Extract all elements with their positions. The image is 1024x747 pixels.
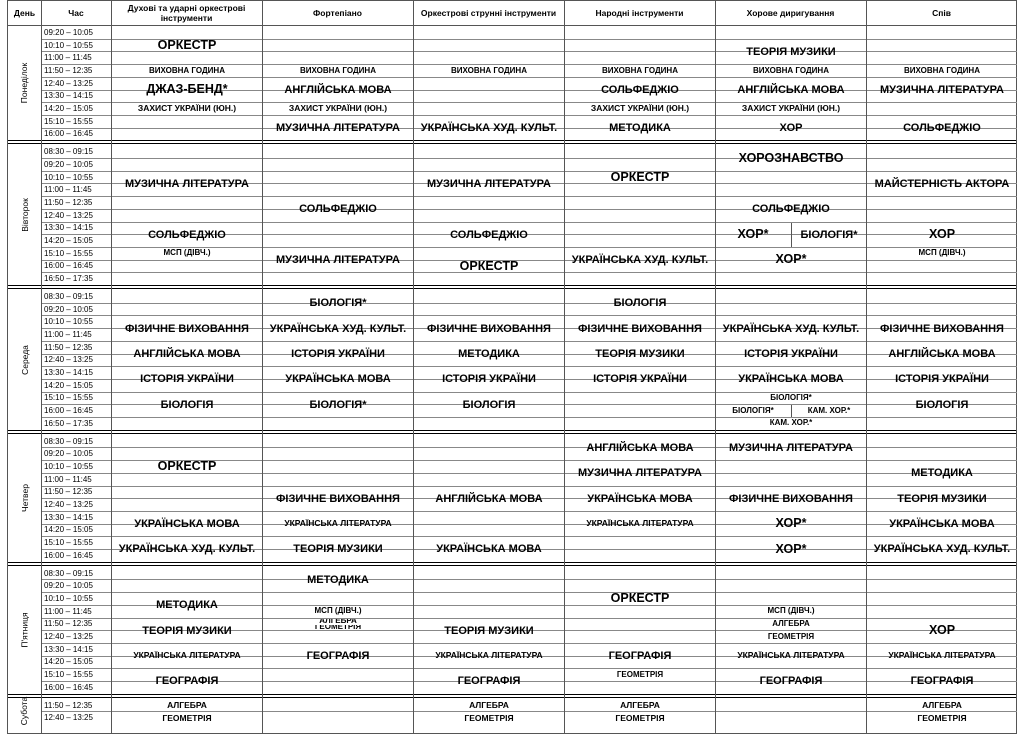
lesson-cell: ТЕОРІЯ МУЗИКИ [595, 347, 685, 360]
day-separator [8, 694, 1016, 698]
lesson-cell: УКРАЇНСЬКА ХУД. КУЛЬТ. [571, 254, 709, 267]
lesson-cell: МУЗИЧНА ЛІТЕРАТУРА [427, 177, 551, 190]
lesson-cell: ХОР [928, 226, 956, 241]
lesson-cell: ФІЗИЧНЕ ВИХОВАННЯ [880, 322, 1004, 335]
lesson-cell: УКРАЇНСЬКА МОВА [889, 518, 995, 531]
time-slot: 14:20 – 15:05 [44, 236, 93, 246]
lesson-cell: АНГЛІЙСЬКА МОВА [737, 83, 845, 96]
lesson-cell: БІОЛОГІЯ* [770, 393, 812, 403]
time-slot: 16:50 – 17:35 [44, 418, 93, 428]
time-slot: 14:20 – 15:05 [44, 380, 93, 390]
lesson-cell: БІОЛОГІЯ* [309, 398, 367, 411]
header-col-4: Хорове диригування [746, 7, 835, 18]
header-day: День [13, 7, 36, 18]
time-slot: 11:50 – 12:35 [44, 197, 93, 207]
lesson-cell: МЕТОДИКА [609, 122, 671, 135]
lesson-cell: УКРАЇНСЬКА МОВА [587, 492, 693, 505]
lesson-cell: МУЗИЧНА ЛІТЕРАТУРА [276, 122, 400, 135]
time-slot: 09:20 – 10:05 [44, 304, 93, 314]
time-slot: 10:10 – 10:55 [44, 317, 93, 327]
time-slot: 11:50 – 12:35 [44, 65, 93, 75]
lesson-cell: ХОР* [775, 516, 807, 531]
lesson-cell: КАМ. ХОР.* [791, 405, 866, 417]
time-slot: 12:40 – 13:25 [44, 500, 93, 510]
lesson-cell: ОРКЕСТР [157, 459, 217, 474]
time-slot: 11:50 – 12:35 [44, 342, 93, 352]
lesson-cell: УКРАЇНСЬКА МОВА [738, 373, 844, 386]
lesson-cell: АНГЛІЙСЬКА МОВА [133, 347, 241, 360]
lesson-cell: МЕТОДИКА [307, 573, 369, 586]
column-line [262, 1, 263, 733]
time-slot: 12:40 – 13:25 [44, 713, 93, 723]
lesson-cell: АНГЛІЙСЬКА МОВА [888, 347, 996, 360]
row-line [41, 209, 1017, 210]
lesson-cell: ФІЗИЧНЕ ВИХОВАННЯ [276, 492, 400, 505]
lesson-cell: УКРАЇНСЬКА МОВА [134, 518, 240, 531]
lesson-cell: ГЕОГРАФІЯ [457, 675, 521, 688]
time-slot: 11:00 – 11:45 [44, 474, 92, 484]
day-separator [8, 430, 1016, 434]
lesson-cell: ГЕОМЕТРІЯ [162, 712, 212, 723]
lesson-cell: ОРКЕСТР [459, 258, 519, 273]
time-slot: 10:10 – 10:55 [44, 593, 93, 603]
lesson-cell: ІСТОРІЯ УКРАЇНИ [140, 373, 234, 386]
lesson-cell: БІОЛОГІЯ [160, 398, 214, 411]
lesson-cell: АЛГЕБРА [469, 699, 509, 710]
lesson-cell: СОЛЬФЕДЖІО [450, 228, 528, 241]
row-line [41, 303, 1017, 304]
time-slot: 09:20 – 10:05 [44, 581, 93, 591]
lesson-cell: МУЗИЧНА ЛІТЕРАТУРА [276, 254, 400, 267]
lesson-cell: СОЛЬФЕДЖІО [903, 122, 981, 135]
time-slot: 15:10 – 15:55 [44, 116, 93, 126]
lesson-cell: СОЛЬФЕДЖІО [299, 203, 377, 216]
header-col-5: Спів [932, 7, 951, 18]
time-slot: 15:10 – 15:55 [44, 393, 93, 403]
lesson-cell: ХОР [779, 122, 803, 135]
time-slot: 16:00 – 16:45 [44, 129, 93, 139]
lesson-cell: ОРКЕСТР [610, 591, 670, 606]
day-name: Субота [19, 697, 30, 726]
lesson-cell: ХОР* [775, 252, 807, 267]
lesson-cell: УКРАЇНСЬКА ЛІТЕРАТУРА [888, 650, 996, 661]
lesson-cell: УКРАЇНСЬКА ХУД. КУЛЬТ. [118, 543, 256, 556]
lesson-cell: ТЕОРІЯ МУЗИКИ [444, 624, 534, 637]
time-slot: 16:00 – 16:45 [44, 682, 93, 692]
lesson-cell: ВИХОВНА ГОДИНА [300, 65, 376, 75]
lesson-cell: ФІЗИЧНЕ ВИХОВАННЯ [427, 322, 551, 335]
time-slot: 14:20 – 15:05 [44, 657, 93, 667]
time-slot: 16:00 – 16:45 [44, 550, 93, 560]
lesson-cell: ГЕОМЕТРІЯ [314, 624, 362, 631]
day-separator [8, 285, 1016, 289]
time-slot: 13:30 – 14:15 [44, 368, 93, 378]
time-slot: 11:50 – 12:35 [44, 619, 93, 629]
lesson-cell: КАМ. ХОР.* [769, 418, 813, 428]
time-slot: 13:30 – 14:15 [44, 644, 93, 654]
time-slot: 09:20 – 10:05 [44, 27, 93, 37]
lesson-cell: МСП (ДІВЧ.) [767, 606, 815, 616]
lesson-cell: ІСТОРІЯ УКРАЇНИ [895, 373, 989, 386]
lesson-cell: ОРКЕСТР [610, 169, 670, 184]
lesson-cell: ГЕОГРАФІЯ [306, 650, 370, 663]
lesson-cell: ГЕОМЕТРІЯ [464, 712, 514, 723]
day-label [8, 699, 41, 724]
lesson-cell: СОЛЬФЕДЖІО [752, 203, 830, 216]
day-name: Середа [19, 344, 30, 375]
lesson-cell: УКРАЇНСЬКА ЛІТЕРАТУРА [284, 518, 392, 529]
time-slot: 12:40 – 13:25 [44, 210, 93, 220]
day-label [8, 145, 41, 285]
lesson-cell: ТЕОРІЯ МУЗИКИ [142, 624, 232, 637]
day-label [8, 435, 41, 562]
lesson-cell: СОЛЬФЕДЖІО [601, 83, 679, 96]
column-line [413, 1, 414, 733]
lesson-cell: ГЕОГРАФІЯ [155, 675, 219, 688]
lesson-cell: БІОЛОГІЯ* [791, 223, 866, 247]
time-slot: 10:10 – 10:55 [44, 40, 93, 50]
day-name: П'ятниця [19, 612, 30, 648]
lesson-cell: ХОР* [737, 226, 769, 241]
lesson-cell: ВИХОВНА ГОДИНА [904, 65, 980, 75]
lesson-cell: МСП (ДІВЧ.) [163, 248, 211, 258]
lesson-cell: МУЗИЧНА ЛІТЕРАТУРА [578, 467, 702, 480]
time-slot: 08:30 – 09:15 [44, 436, 93, 446]
lesson-cell: МУЗИЧНА ЛІТЕРАТУРА [125, 177, 249, 190]
time-slot: 16:00 – 16:45 [44, 261, 93, 271]
lesson-cell: БІОЛОГІЯ [915, 398, 969, 411]
time-slot: 09:20 – 10:05 [44, 449, 93, 459]
row-line [41, 417, 1017, 418]
lesson-cell: ГЕОМЕТРІЯ [767, 631, 815, 641]
row-line [41, 196, 1017, 197]
time-slot: 11:00 – 11:45 [44, 329, 92, 339]
lesson-cell: ФІЗИЧНЕ ВИХОВАННЯ [125, 322, 249, 335]
lesson-cell: УКРАЇНСЬКА ХУД. КУЛЬТ. [722, 322, 860, 335]
time-slot: 12:40 – 13:25 [44, 78, 93, 88]
lesson-cell: УКРАЇНСЬКА ЛІТЕРАТУРА [435, 650, 543, 661]
lesson-cell: ІСТОРІЯ УКРАЇНИ [593, 373, 687, 386]
day-separator [8, 140, 1016, 144]
row-line [41, 158, 1017, 159]
lesson-cell: МУЗИЧНА ЛІТЕРАТУРА [729, 441, 853, 454]
lesson-cell: МСП (ДІВЧ.) [918, 248, 966, 258]
time-slot: 12:40 – 13:25 [44, 632, 93, 642]
lesson-cell: БІОЛОГІЯ [462, 398, 516, 411]
lesson-cell: ГЕОМЕТРІЯ [917, 712, 967, 723]
time-slot: 15:10 – 15:55 [44, 248, 93, 258]
lesson-cell: МУЗИЧНА ЛІТЕРАТУРА [880, 83, 1004, 96]
lesson-cell: ЗАХИСТ УКРАЇНИ (ЮН.) [137, 103, 237, 114]
lesson-cell: ОРКЕСТР [157, 37, 217, 52]
time-slot: 11:50 – 12:35 [44, 700, 93, 710]
lesson-cell: ГЕОГРАФІЯ [608, 650, 672, 663]
time-slot: 09:20 – 10:05 [44, 159, 93, 169]
lesson-cell: ЗАХИСТ УКРАЇНИ (ЮН.) [590, 103, 690, 114]
time-slot: 10:10 – 10:55 [44, 172, 93, 182]
lesson-cell: УКРАЇНСЬКА ЛІТЕРАТУРА [737, 650, 845, 661]
lesson-cell: УКРАЇНСЬКА МОВА [285, 373, 391, 386]
time-slot: 08:30 – 09:15 [44, 291, 93, 301]
lesson-cell: УКРАЇНСЬКА ЛІТЕРАТУРА [586, 518, 694, 529]
row-line [41, 579, 1017, 580]
lesson-cell: ВИХОВНА ГОДИНА [451, 65, 527, 75]
schedule-table [7, 0, 1017, 734]
time-slot: 14:20 – 15:05 [44, 104, 93, 114]
time-slot: 11:00 – 11:45 [44, 53, 92, 63]
header-col-0: Духові та ударні оркестрові інструменти [127, 3, 246, 23]
day-label [8, 567, 41, 694]
header-col-1: Фортепіано [313, 7, 362, 18]
day-name: Понеділок [19, 62, 30, 104]
lesson-cell: МАЙСТЕРНІСТЬ АКТОРА [874, 177, 1010, 190]
lesson-cell: УКРАЇНСЬКА ХУД. КУЛЬТ. [420, 122, 558, 135]
lesson-cell: УКРАЇНСЬКА ХУД. КУЛЬТ. [873, 543, 1011, 556]
lesson-cell: ІСТОРІЯ УКРАЇНИ [442, 373, 536, 386]
lesson-cell: МЕТОДИКА [911, 467, 973, 480]
lesson-cell: ГЕОМЕТРІЯ [616, 669, 664, 679]
lesson-cell: ХОРОЗНАВСТВО [738, 150, 844, 165]
day-label [8, 26, 41, 140]
lesson-cell: УКРАЇНСЬКА МОВА [436, 543, 542, 556]
lesson-cell: АЛГЕБРА [167, 699, 207, 710]
time-slot: 14:20 – 15:05 [44, 525, 93, 535]
lesson-cell: УКРАЇНСЬКА ХУД. КУЛЬТ. [269, 322, 407, 335]
time-slot: 10:10 – 10:55 [44, 461, 93, 471]
lesson-cell: ХОР* [775, 541, 807, 556]
time-slot: 16:00 – 16:45 [44, 406, 93, 416]
lesson-cell: АНГЛІЙСЬКА МОВА [435, 492, 543, 505]
time-slot: 12:40 – 13:25 [44, 355, 93, 365]
lesson-cell: МЕТОДИКА [458, 347, 520, 360]
lesson-cell: ІСТОРІЯ УКРАЇНИ [291, 347, 385, 360]
lesson-cell: ГЕОГРАФІЯ [910, 675, 974, 688]
header-col-2: Оркестрові струнні інструменти [420, 7, 557, 18]
lesson-cell: АЛГЕБРА [620, 699, 660, 710]
header-col-3: Народні інструменти [595, 7, 684, 18]
time-slot: 13:30 – 14:15 [44, 91, 93, 101]
lesson-cell: АЛГЕБРА [319, 618, 357, 624]
time-slot: 16:50 – 17:35 [44, 274, 93, 284]
lesson-cell: ФІЗИЧНЕ ВИХОВАННЯ [729, 492, 853, 505]
lesson-cell: МЕТОДИКА [156, 599, 218, 612]
lesson-cell: ГЕОМЕТРІЯ [615, 712, 665, 723]
lesson-cell: ЗАХИСТ УКРАЇНИ (ЮН.) [288, 103, 388, 114]
lesson-cell: ТЕОРІЯ МУЗИКИ [746, 45, 836, 58]
time-slot: 13:30 – 14:15 [44, 512, 93, 522]
time-slot: 11:00 – 11:45 [44, 606, 92, 616]
day-name: Вівторок [19, 198, 30, 232]
day-name: Четвер [19, 484, 30, 513]
lesson-cell: ХОР [928, 622, 956, 637]
lesson-cell: ІСТОРІЯ УКРАЇНИ [744, 347, 838, 360]
day-label [8, 290, 41, 430]
time-slot: 15:10 – 15:55 [44, 670, 93, 680]
lesson-cell: ГЕОГРАФІЯ [759, 675, 823, 688]
lesson-cell: БІОЛОГІЯ [613, 297, 667, 310]
lesson-cell: СОЛЬФЕДЖІО [148, 228, 226, 241]
lesson-cell: ВИХОВНА ГОДИНА [602, 65, 678, 75]
lesson-cell: ЗАХИСТ УКРАЇНИ (ЮН.) [741, 103, 841, 114]
column-line [111, 1, 112, 733]
lesson-cell: БІОЛОГІЯ* [732, 405, 774, 415]
time-slot: 15:10 – 15:55 [44, 538, 93, 548]
lesson-cell: ВИХОВНА ГОДИНА [753, 65, 829, 75]
lesson-cell: УКРАЇНСЬКА ЛІТЕРАТУРА [133, 650, 241, 661]
column-line [41, 1, 42, 733]
lesson-cell: БІОЛОГІЯ* [309, 297, 367, 310]
time-slot: 11:00 – 11:45 [44, 185, 92, 195]
lesson-cell: АЛГЕБРА [922, 699, 962, 710]
time-slot: 08:30 – 09:15 [44, 147, 93, 157]
time-slot: 13:30 – 14:15 [44, 223, 93, 233]
lesson-cell: МСП (ДІВЧ.) [314, 606, 362, 616]
column-line [866, 1, 867, 733]
time-slot: 11:50 – 12:35 [44, 487, 93, 497]
lesson-cell: АЛГЕБРА [772, 618, 810, 628]
day-separator [8, 562, 1016, 566]
lesson-cell: ТЕОРІЯ МУЗИКИ [897, 492, 987, 505]
lesson-cell: АНГЛІЙСЬКА МОВА [586, 441, 694, 454]
lesson-cell: АНГЛІЙСЬКА МОВА [284, 83, 392, 96]
time-slot: 08:30 – 09:15 [44, 568, 93, 578]
lesson-cell: ТЕОРІЯ МУЗИКИ [293, 543, 383, 556]
lesson-cell: ДЖАЗ-БЕНД* [146, 82, 228, 97]
header-time: Час [68, 7, 84, 18]
lesson-cell: ФІЗИЧНЕ ВИХОВАННЯ [578, 322, 702, 335]
lesson-cell: ВИХОВНА ГОДИНА [149, 65, 225, 75]
column-line [715, 1, 716, 733]
column-line [564, 1, 565, 733]
